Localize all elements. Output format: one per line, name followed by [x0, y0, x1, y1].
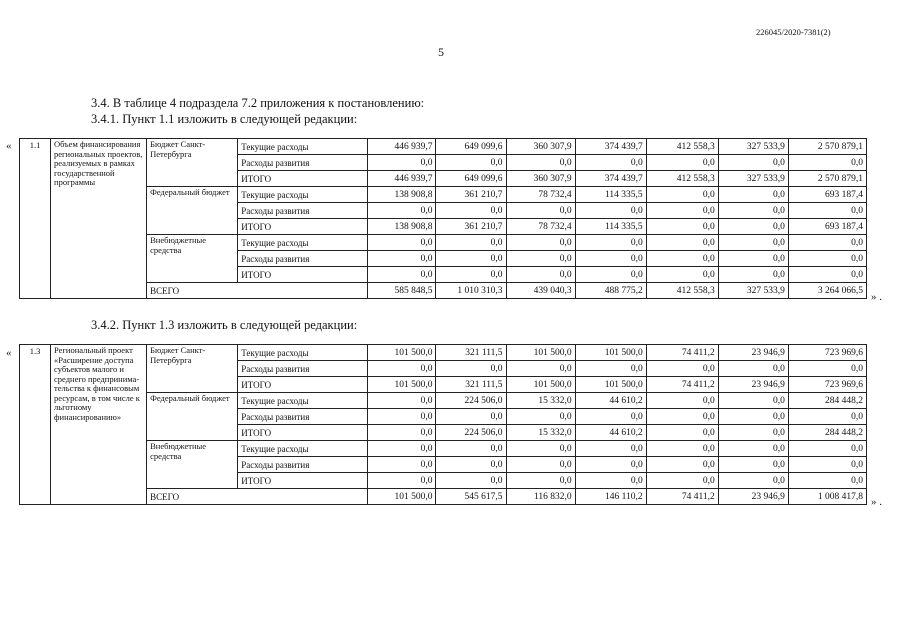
value-cell: 0,0: [788, 251, 866, 267]
funding-source: Бюджет Санкт-Петербурга: [147, 345, 238, 393]
value-cell: 101 500,0: [575, 345, 646, 361]
value-cell: 412 558,3: [646, 171, 718, 187]
expense-type: ИТОГО: [238, 171, 368, 187]
total-value-cell: 3 264 066,5: [788, 283, 866, 299]
value-cell: 0,0: [788, 473, 866, 489]
value-cell: 361 210,7: [436, 219, 506, 235]
total-row: [20, 283, 867, 299]
value-cell: 0,0: [436, 251, 506, 267]
value-cell: 101 500,0: [368, 377, 436, 393]
value-cell: 0,0: [368, 235, 436, 251]
instruction-line-2: 3.4.1. Пункт 1.1 изложить в следующей редакции:: [91, 112, 358, 126]
total-label: ВСЕГО: [147, 489, 368, 505]
total-row: [20, 489, 867, 505]
value-cell: 693 187,4: [788, 187, 866, 203]
expense-type: Расходы развития: [238, 155, 368, 171]
expense-type: Расходы развития: [238, 361, 368, 377]
value-cell: 0,0: [718, 267, 788, 283]
value-cell: 0,0: [506, 155, 575, 171]
value-cell: 0,0: [368, 425, 436, 441]
value-cell: 2 570 879,1: [788, 139, 866, 155]
value-cell: 374 439,7: [575, 139, 646, 155]
value-cell: 0,0: [718, 251, 788, 267]
item-title: Региональный проект «Расширение доступа субъектов малого и среднего предпринима-тельства к финансовым ресурсам, в том числе к льготному финансированию»: [51, 345, 147, 505]
value-cell: 0,0: [436, 457, 506, 473]
expense-type: Текущие расходы: [238, 187, 368, 203]
value-cell: 0,0: [575, 235, 646, 251]
expense-type: ИТОГО: [238, 473, 368, 489]
closing-quote: » .: [871, 291, 882, 303]
table-row: [20, 187, 867, 203]
value-cell: 0,0: [575, 457, 646, 473]
value-cell: 0,0: [646, 235, 718, 251]
value-cell: 101 500,0: [368, 345, 436, 361]
value-cell: 44 610,2: [575, 393, 646, 409]
value-cell: 0,0: [506, 409, 575, 425]
value-cell: 284 448,2: [788, 425, 866, 441]
budget-table-1-3: [19, 344, 867, 505]
total-value-cell: 488 775,2: [575, 283, 646, 299]
value-cell: 0,0: [788, 441, 866, 457]
expense-type: Текущие расходы: [238, 441, 368, 457]
value-cell: 0,0: [646, 425, 718, 441]
expense-type: Расходы развития: [238, 251, 368, 267]
value-cell: 0,0: [368, 393, 436, 409]
value-cell: 0,0: [368, 361, 436, 377]
value-cell: 327 533,9: [718, 171, 788, 187]
table-row: [20, 441, 867, 457]
value-cell: 138 908,8: [368, 219, 436, 235]
value-cell: 284 448,2: [788, 393, 866, 409]
value-cell: 0,0: [575, 155, 646, 171]
funding-source: Федеральный бюджет: [147, 393, 238, 441]
value-cell: 0,0: [646, 251, 718, 267]
value-cell: 0,0: [646, 187, 718, 203]
value-cell: 412 558,3: [646, 139, 718, 155]
table-row: [20, 393, 867, 409]
expense-type: Текущие расходы: [238, 139, 368, 155]
value-cell: 723 969,6: [788, 377, 866, 393]
value-cell: 446 939,7: [368, 171, 436, 187]
value-cell: 0,0: [788, 203, 866, 219]
total-value-cell: 23 946,9: [718, 489, 788, 505]
value-cell: 0,0: [436, 235, 506, 251]
value-cell: 74 411,2: [646, 377, 718, 393]
value-cell: 0,0: [506, 267, 575, 283]
value-cell: 360 307,9: [506, 171, 575, 187]
value-cell: 723 969,6: [788, 345, 866, 361]
total-value-cell: 74 411,2: [646, 489, 718, 505]
value-cell: 0,0: [436, 361, 506, 377]
total-value-cell: 1 008 417,8: [788, 489, 866, 505]
value-cell: 0,0: [436, 473, 506, 489]
value-cell: 0,0: [718, 187, 788, 203]
value-cell: 15 332,0: [506, 393, 575, 409]
value-cell: 101 500,0: [506, 377, 575, 393]
table-row: [20, 235, 867, 251]
value-cell: 0,0: [575, 441, 646, 457]
value-cell: 0,0: [718, 155, 788, 171]
value-cell: 0,0: [506, 473, 575, 489]
value-cell: 0,0: [718, 361, 788, 377]
table-row: [20, 139, 867, 155]
expense-type: ИТОГО: [238, 377, 368, 393]
document-id: 226045/2020-7381(2): [756, 27, 831, 37]
expense-type: Текущие расходы: [238, 235, 368, 251]
value-cell: 321 111,5: [436, 345, 506, 361]
value-cell: 0,0: [506, 203, 575, 219]
value-cell: 224 506,0: [436, 393, 506, 409]
funding-source: Федеральный бюджет: [147, 187, 238, 235]
value-cell: 78 732,4: [506, 219, 575, 235]
value-cell: 360 307,9: [506, 139, 575, 155]
value-cell: 374 439,7: [575, 171, 646, 187]
total-value-cell: 1 010 310,3: [436, 283, 506, 299]
value-cell: 0,0: [788, 235, 866, 251]
expense-type: ИТОГО: [238, 425, 368, 441]
value-cell: 0,0: [646, 219, 718, 235]
value-cell: 0,0: [718, 219, 788, 235]
value-cell: 0,0: [506, 251, 575, 267]
table-row: [20, 345, 867, 361]
value-cell: 0,0: [646, 361, 718, 377]
item-code: 1.1: [20, 139, 51, 299]
value-cell: 0,0: [368, 441, 436, 457]
total-value-cell: 439 040,3: [506, 283, 575, 299]
value-cell: 0,0: [718, 425, 788, 441]
value-cell: 138 908,8: [368, 187, 436, 203]
value-cell: 0,0: [718, 441, 788, 457]
page-number: 5: [438, 45, 444, 59]
budget-table-1-1: [19, 138, 867, 299]
value-cell: 0,0: [718, 235, 788, 251]
value-cell: 0,0: [575, 361, 646, 377]
value-cell: 0,0: [788, 267, 866, 283]
value-cell: 0,0: [506, 441, 575, 457]
value-cell: 0,0: [788, 361, 866, 377]
value-cell: 101 500,0: [575, 377, 646, 393]
value-cell: 0,0: [718, 473, 788, 489]
value-cell: 0,0: [436, 441, 506, 457]
expense-type: Расходы развития: [238, 457, 368, 473]
value-cell: 0,0: [368, 155, 436, 171]
value-cell: 0,0: [436, 409, 506, 425]
value-cell: 0,0: [575, 267, 646, 283]
value-cell: 0,0: [506, 361, 575, 377]
value-cell: 15 332,0: [506, 425, 575, 441]
value-cell: 44 610,2: [575, 425, 646, 441]
value-cell: 327 533,9: [718, 139, 788, 155]
funding-source: Внебюджетные средства: [147, 235, 238, 283]
value-cell: 0,0: [575, 251, 646, 267]
expense-type: ИТОГО: [238, 219, 368, 235]
value-cell: 0,0: [646, 203, 718, 219]
value-cell: 693 187,4: [788, 219, 866, 235]
value-cell: 0,0: [646, 155, 718, 171]
value-cell: 0,0: [646, 441, 718, 457]
value-cell: 0,0: [368, 409, 436, 425]
value-cell: 0,0: [575, 203, 646, 219]
value-cell: 0,0: [788, 155, 866, 171]
expense-type: Текущие расходы: [238, 393, 368, 409]
value-cell: 0,0: [506, 235, 575, 251]
value-cell: 78 732,4: [506, 187, 575, 203]
item-code: 1.3: [20, 345, 51, 505]
value-cell: 0,0: [646, 267, 718, 283]
value-cell: 0,0: [646, 409, 718, 425]
value-cell: 0,0: [436, 155, 506, 171]
value-cell: 0,0: [718, 393, 788, 409]
expense-type: Текущие расходы: [238, 345, 368, 361]
total-value-cell: 146 110,2: [575, 489, 646, 505]
value-cell: 23 946,9: [718, 345, 788, 361]
value-cell: 321 111,5: [436, 377, 506, 393]
total-value-cell: 327 533,9: [718, 283, 788, 299]
expense-type: ИТОГО: [238, 267, 368, 283]
expense-type: Расходы развития: [238, 409, 368, 425]
total-value-cell: 116 832,0: [506, 489, 575, 505]
total-value-cell: 585 848,5: [368, 283, 436, 299]
value-cell: 0,0: [788, 409, 866, 425]
funding-source: Бюджет Санкт-Петербурга: [147, 139, 238, 187]
item-title: Объем финансирования региональных проектов, реализуемых в рамках государственной программы: [51, 139, 147, 299]
value-cell: 0,0: [436, 267, 506, 283]
instruction-line-3: 3.4.2. Пункт 1.3 изложить в следующей редакции:: [91, 318, 358, 332]
total-value-cell: 101 500,0: [368, 489, 436, 505]
value-cell: 649 099,6: [436, 171, 506, 187]
value-cell: 446 939,7: [368, 139, 436, 155]
value-cell: 0,0: [368, 457, 436, 473]
value-cell: 0,0: [718, 457, 788, 473]
total-value-cell: 412 558,3: [646, 283, 718, 299]
funding-source: Внебюджетные средства: [147, 441, 238, 489]
value-cell: 101 500,0: [506, 345, 575, 361]
value-cell: 0,0: [368, 473, 436, 489]
total-value-cell: 545 617,5: [436, 489, 506, 505]
value-cell: 0,0: [575, 409, 646, 425]
value-cell: 0,0: [788, 457, 866, 473]
instruction-line-1: 3.4. В таблице 4 подраздела 7.2 приложения к постановлению:: [91, 96, 425, 110]
closing-quote: » .: [871, 496, 882, 508]
value-cell: 0,0: [368, 203, 436, 219]
value-cell: 0,0: [436, 203, 506, 219]
value-cell: 649 099,6: [436, 139, 506, 155]
value-cell: 2 570 879,1: [788, 171, 866, 187]
value-cell: 0,0: [506, 457, 575, 473]
total-label: ВСЕГО: [147, 283, 368, 299]
expense-type: Расходы развития: [238, 203, 368, 219]
opening-quote: «: [6, 347, 12, 359]
opening-quote: «: [6, 140, 12, 152]
value-cell: 224 506,0: [436, 425, 506, 441]
value-cell: 0,0: [575, 473, 646, 489]
value-cell: 0,0: [646, 457, 718, 473]
value-cell: 114 335,5: [575, 187, 646, 203]
value-cell: 114 335,5: [575, 219, 646, 235]
value-cell: 361 210,7: [436, 187, 506, 203]
value-cell: 0,0: [718, 409, 788, 425]
value-cell: 0,0: [368, 251, 436, 267]
value-cell: 74 411,2: [646, 345, 718, 361]
value-cell: 0,0: [718, 203, 788, 219]
value-cell: 0,0: [646, 393, 718, 409]
value-cell: 0,0: [368, 267, 436, 283]
value-cell: 23 946,9: [718, 377, 788, 393]
value-cell: 0,0: [646, 473, 718, 489]
